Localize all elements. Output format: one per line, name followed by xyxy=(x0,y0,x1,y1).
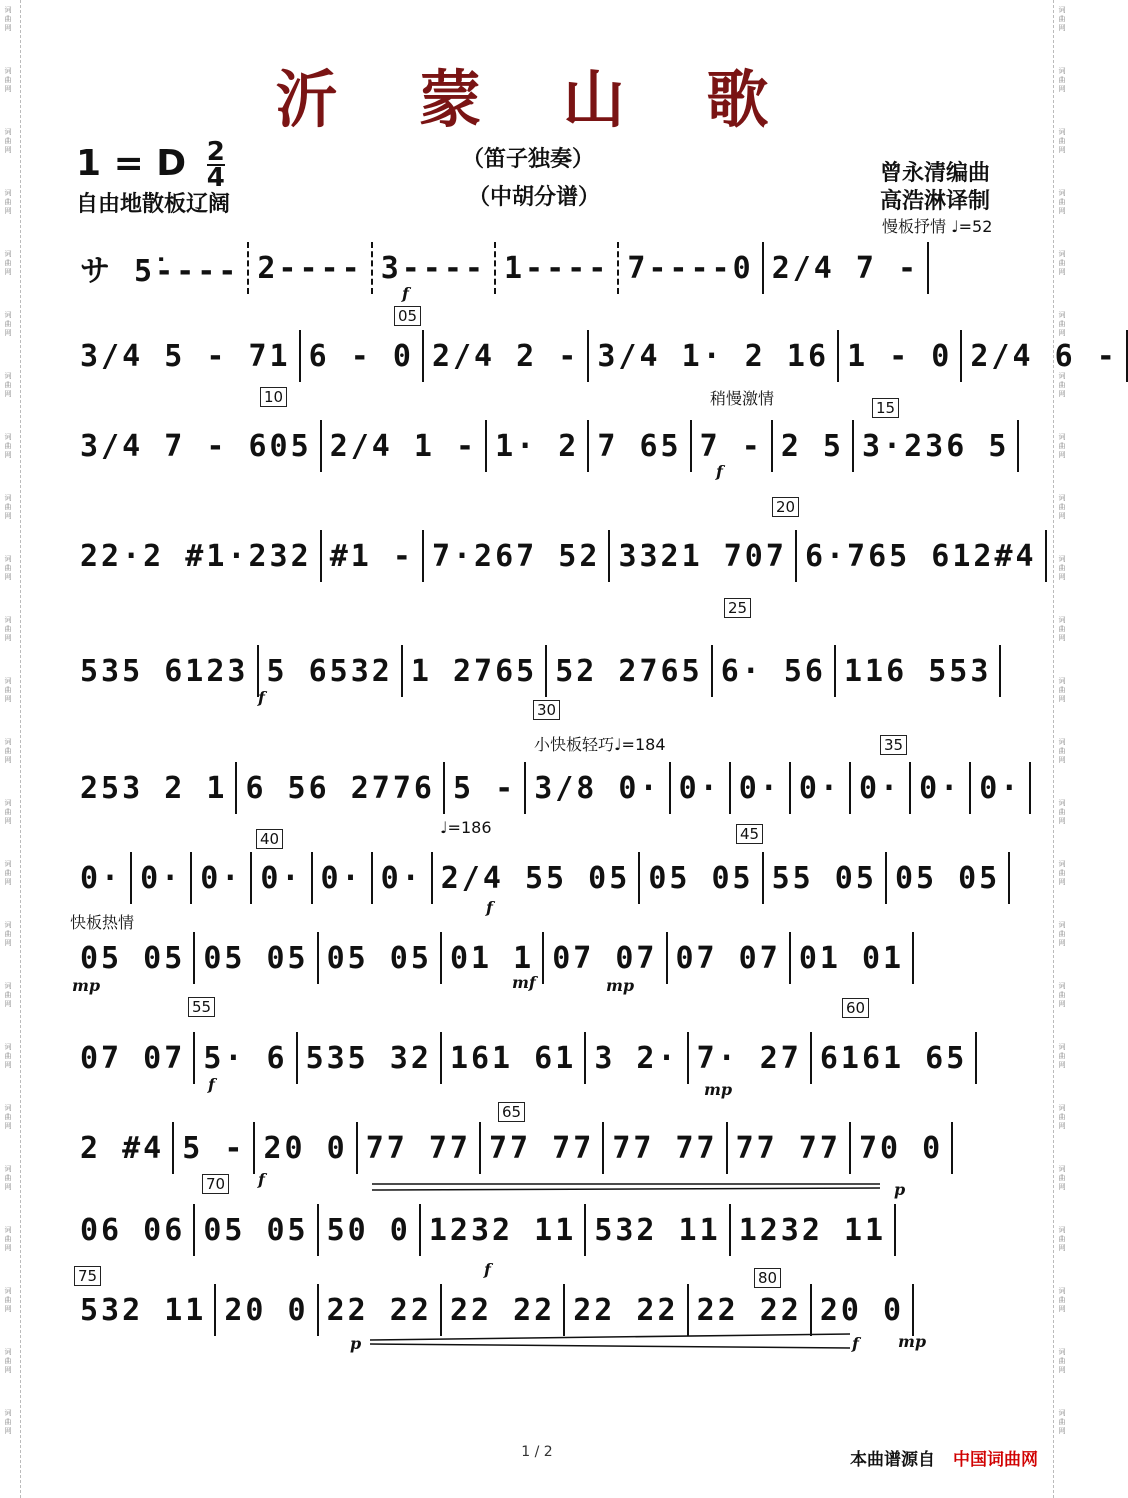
watermark-text: 词曲网 xyxy=(1058,6,1066,32)
measure: 535 6123 xyxy=(80,653,249,689)
page-number: 1 / 2 xyxy=(521,1444,553,1460)
measure: 2/4 7 - xyxy=(771,250,920,286)
watermark-text: 词曲网 xyxy=(4,372,12,398)
dynamic-mark: mp xyxy=(606,976,635,995)
watermark-text: 词曲网 xyxy=(4,6,12,32)
watermark-text: 词曲网 xyxy=(4,1226,12,1252)
dynamic-mark: p xyxy=(894,1180,906,1199)
measure: 2/4 6 - xyxy=(970,338,1118,374)
source-site-link[interactable]: 中国词曲网 xyxy=(953,1450,1038,1470)
tempo-mark-fast-warm: 快板热情 xyxy=(70,913,135,932)
instrumentation: （笛子独奏） xyxy=(462,147,595,172)
watermark-text: 词曲网 xyxy=(1058,1104,1066,1130)
measure: 05 05 xyxy=(203,940,309,976)
measure: 55 05 xyxy=(771,860,877,896)
tempo-mark-slow: 慢板抒情 ♩=52 xyxy=(882,217,993,236)
tempo-mark-186: ♩=186 xyxy=(440,818,492,837)
measure: 1· 2 xyxy=(495,428,580,464)
watermark-text: 词曲网 xyxy=(1058,982,1066,1008)
measure: 06 06 xyxy=(80,1212,186,1248)
measure: 3/4 7 - 605 xyxy=(80,428,312,464)
measure: 05 05 xyxy=(894,860,1001,896)
measure: 01 1 xyxy=(449,940,535,976)
watermark-text: 词曲网 xyxy=(4,555,12,581)
measure: 77 77 xyxy=(365,1130,471,1166)
measure-number: 20 xyxy=(772,497,799,517)
measure: 01 01 xyxy=(798,940,905,976)
measure: 0· xyxy=(200,860,243,896)
measure: 77 77 xyxy=(489,1130,595,1166)
measure: サ 5̇---- xyxy=(80,254,240,289)
watermark-text: 词曲网 xyxy=(4,1409,12,1435)
measure: 1232 11 xyxy=(428,1212,577,1248)
watermark-text: 词曲网 xyxy=(1058,433,1066,459)
measure: 1 - 0 xyxy=(847,338,953,374)
measure-number: 60 xyxy=(842,998,869,1018)
watermark-text: 词曲网 xyxy=(1058,1409,1066,1435)
measure: 3---- xyxy=(380,250,486,286)
measure: 0· xyxy=(738,770,781,806)
watermark-text: 词曲网 xyxy=(4,616,12,642)
measure: 07 07 xyxy=(675,940,781,976)
watermark-text: 词曲网 xyxy=(4,128,12,154)
measure: 2 5 xyxy=(780,428,844,464)
measure: 161 61 xyxy=(449,1040,577,1076)
dynamic-mark: f xyxy=(402,284,409,303)
watermark-text: 词曲网 xyxy=(1058,616,1066,642)
measure-number: 05 xyxy=(394,306,421,326)
measure: 3/4 5 - 71 xyxy=(80,338,291,374)
measure: 7 - xyxy=(699,428,763,464)
measure: 0· xyxy=(140,860,183,896)
tempo-description: 自由地散板辽阔 xyxy=(76,192,231,217)
watermark-text: 词曲网 xyxy=(1058,1043,1066,1069)
measure: 116 553 xyxy=(844,653,992,689)
watermark-text: 词曲网 xyxy=(1058,311,1066,337)
measure: 07 07 xyxy=(80,1040,186,1076)
watermark-text: 词曲网 xyxy=(1058,67,1066,93)
measure: 6· 56 xyxy=(720,653,826,689)
watermark-text: 词曲网 xyxy=(1058,250,1066,276)
measure: 3321 707 xyxy=(618,538,787,574)
measure: 3/4 1· 2 16 xyxy=(597,338,830,374)
measure: 2/4 1 - xyxy=(329,428,478,464)
dynamic-mark: f xyxy=(484,1260,491,1279)
watermark-text: 词曲网 xyxy=(4,1165,12,1191)
measure: 7 65 xyxy=(597,428,682,464)
measure: 253 2 1 xyxy=(80,770,228,806)
measure: 22 22 xyxy=(696,1292,802,1328)
watermark-text: 词曲网 xyxy=(4,799,12,825)
measure-number: 65 xyxy=(498,1102,525,1122)
measure: 532 11 xyxy=(80,1292,207,1328)
watermark-text: 词曲网 xyxy=(4,67,12,93)
measure-number: 40 xyxy=(256,829,283,849)
measure-number: 70 xyxy=(202,1174,229,1194)
measure: 22·2 #1·232 xyxy=(80,538,312,574)
measure: 0· xyxy=(260,860,303,896)
watermark-text: 词曲网 xyxy=(4,433,12,459)
watermark-text: 词曲网 xyxy=(1058,677,1066,703)
watermark-text: 词曲网 xyxy=(4,677,12,703)
measure: 70 0 xyxy=(858,1130,944,1166)
measure: 5 - xyxy=(182,1130,246,1166)
measure: 2---- xyxy=(257,250,363,286)
watermark-text: 词曲网 xyxy=(1058,1226,1066,1252)
score-title: 沂 蒙 山 歌 xyxy=(275,63,799,136)
measure: 05 05 xyxy=(80,940,186,976)
watermark-text: 词曲网 xyxy=(1058,372,1066,398)
measure-number: 35 xyxy=(880,735,907,755)
watermark-text: 词曲网 xyxy=(4,1043,12,1069)
measure: 0· xyxy=(678,770,721,806)
measure: 0· xyxy=(858,770,902,806)
dynamic-mark: p xyxy=(350,1334,362,1353)
watermark-text: 词曲网 xyxy=(4,982,12,1008)
measure-number: 15 xyxy=(872,398,899,418)
measure-number: 10 xyxy=(260,387,287,407)
part-name: （中胡分谱） xyxy=(468,185,601,210)
measure-number: 55 xyxy=(188,997,215,1017)
measure: 1 2765 xyxy=(410,653,538,689)
measure: 2 #4 xyxy=(80,1130,165,1166)
watermark-text: 词曲网 xyxy=(4,1104,12,1130)
measure: 07 07 xyxy=(552,940,658,976)
measure: 22 22 xyxy=(449,1292,556,1328)
measure: 6 - 0 xyxy=(308,338,414,374)
watermark-text: 词曲网 xyxy=(1058,1165,1066,1191)
measure-number: 45 xyxy=(736,824,763,844)
dynamic-mark: mp xyxy=(72,976,101,995)
watermark-text: 词曲网 xyxy=(1058,494,1066,520)
watermark-text: 词曲网 xyxy=(1058,128,1066,154)
measure: 3·236 5 xyxy=(862,428,1010,464)
measure: 3 2· xyxy=(594,1040,679,1076)
measure: 05 05 xyxy=(203,1212,309,1248)
measure: 0· xyxy=(919,770,962,806)
measure: 52 2765 xyxy=(555,653,703,689)
watermark-text: 词曲网 xyxy=(4,1348,12,1374)
measure: 6·765 612#4 xyxy=(804,538,1037,574)
watermark-text: 词曲网 xyxy=(1058,738,1066,764)
measure: 532 11 xyxy=(594,1212,721,1248)
measure: 20 0 xyxy=(819,1292,905,1328)
measure: 2/4 55 05 xyxy=(440,860,631,896)
dynamic-mark: f xyxy=(258,688,265,707)
watermark-text: 词曲网 xyxy=(4,1287,12,1313)
measure: 7----0 xyxy=(627,250,754,286)
key-label: 1 = D xyxy=(76,143,187,184)
watermark-text: 词曲网 xyxy=(1058,1348,1066,1374)
watermark-text: 词曲网 xyxy=(4,494,12,520)
dynamic-mark: f xyxy=(258,1170,265,1189)
time-sig-bottom: 4 xyxy=(206,163,225,193)
dynamic-mark: mp xyxy=(898,1332,927,1351)
composer: 曾永清编曲 xyxy=(880,161,991,186)
measure: 0· xyxy=(798,770,841,806)
watermark-text: 词曲网 xyxy=(4,189,12,215)
time-sig-top: 2 xyxy=(206,137,225,167)
watermark-text: 词曲网 xyxy=(4,311,12,337)
watermark-text: 词曲网 xyxy=(1058,860,1066,886)
measure: 22 22 xyxy=(573,1292,679,1328)
watermark-text: 词曲网 xyxy=(4,860,12,886)
measure-number: 80 xyxy=(754,1268,781,1288)
measure: 535 32 xyxy=(305,1040,432,1076)
tempo-mark-slightly-slow: 稍慢激情 xyxy=(710,389,775,408)
measure: 05 05 xyxy=(648,860,754,896)
dynamic-mark: f xyxy=(208,1075,215,1094)
measure: 5 6532 xyxy=(266,653,393,689)
watermark-text: 词曲网 xyxy=(4,921,12,947)
dynamic-mark: f xyxy=(716,462,723,481)
measure: 0· xyxy=(320,860,363,896)
measure: 2/4 2 - xyxy=(431,338,580,374)
measure: 6 56 2776 xyxy=(245,770,435,806)
watermark-text: 词曲网 xyxy=(4,250,12,276)
tempo-mark-fast-light: 小快板轻巧♩=184 xyxy=(534,735,666,754)
measure: 05 05 xyxy=(326,940,432,976)
measure: 5· 6 xyxy=(203,1040,288,1076)
measure: 0· xyxy=(979,770,1022,806)
dynamic-mark: f xyxy=(852,1334,859,1353)
measure: 7·267 52 xyxy=(431,538,601,574)
measure-number: 30 xyxy=(533,700,560,720)
measure: 1---- xyxy=(504,250,610,286)
dynamic-mark: mf xyxy=(512,973,536,992)
dynamic-mark: mp xyxy=(704,1080,733,1099)
watermark-text: 词曲网 xyxy=(1058,1287,1066,1313)
source-label: 本曲谱源自 xyxy=(850,1450,935,1470)
measure-number: 25 xyxy=(724,598,751,618)
measure: 0· xyxy=(80,860,123,896)
transcriber: 高浩淋译制 xyxy=(880,189,991,214)
measure-number: 75 xyxy=(74,1266,101,1286)
watermark-text: 词曲网 xyxy=(1058,799,1066,825)
measure: 20 0 xyxy=(263,1130,348,1166)
measure: 7· 27 xyxy=(696,1040,802,1076)
measure: 20 0 xyxy=(224,1292,309,1328)
measure: 77 77 xyxy=(612,1130,718,1166)
measure: 5 - xyxy=(453,770,517,806)
watermark-text: 词曲网 xyxy=(4,738,12,764)
measure: 77 77 xyxy=(735,1130,841,1166)
watermark-text: 词曲网 xyxy=(1058,555,1066,581)
measure: 0· xyxy=(380,860,423,896)
watermark-text: 词曲网 xyxy=(1058,921,1066,947)
measure: 50 0 xyxy=(326,1212,411,1248)
dynamic-mark: f xyxy=(486,898,493,917)
measure: 22 22 xyxy=(326,1292,432,1328)
measure: #1 - xyxy=(329,538,414,574)
measure: 3/8 0· xyxy=(534,770,661,806)
source-credit xyxy=(850,1445,1038,1470)
measure: 6161 65 xyxy=(819,1040,968,1076)
measure: 1232 11 xyxy=(738,1212,887,1248)
watermark-text: 词曲网 xyxy=(1058,189,1066,215)
